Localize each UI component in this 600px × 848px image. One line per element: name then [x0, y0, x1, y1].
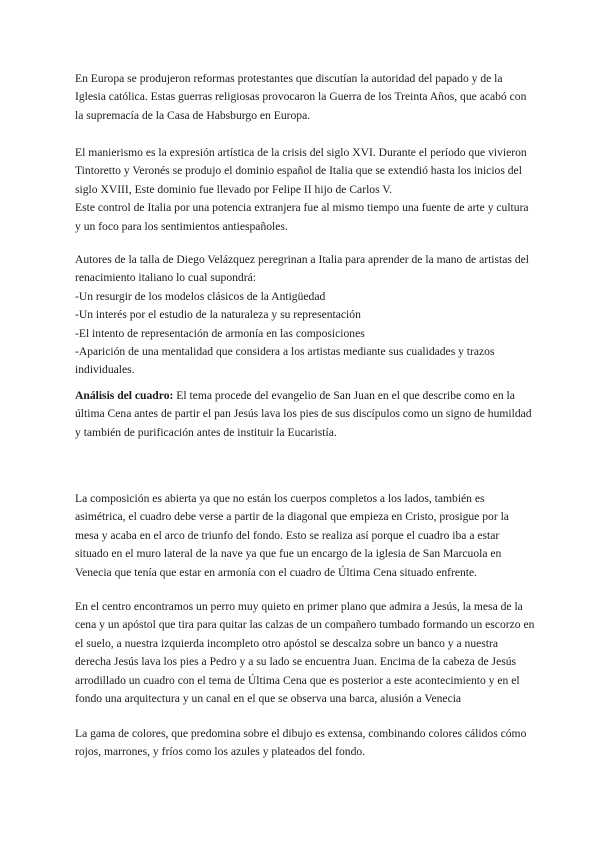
paragraph-text: La composición es abierta ya que no están los cuerpos completos a los lados, también es asimétrica, el cuadro debe verse a partir de la diagonal que empieza en Cristo, prosigue por la mesa y acaba en el arco de triunfo del fondo. Esto se realiza así porque el cuadro iba a estar situado en el muro lateral de la nave ya que fue un encargo de la iglesia de San Marcuola en Venecia que tenía que estar en armonía con el cuadro de Última Cena situado enfrente. [75, 492, 509, 579]
paragraph-manierismo [75, 144, 535, 236]
list-item: -Un interés por el estudio de la naturaleza y su representación [75, 308, 361, 322]
paragraph-text: La gama de colores, que predomina sobre el dibujo es extensa, combinando colores cálidos cómo rojos, marrones, y fríos como los azules y plateados del fondo. [75, 727, 527, 759]
paragraph-text: El manierismo es la expresión artística de la crisis del siglo XVI. Durante el período que vivieron Tintoretto y Veronés se produjo el dominio español de Italia que se extendió hasta los inicios del siglo XVIII, Este dominio fue llevado por Felipe II hijo de Carlos V. [75, 146, 527, 196]
section-body: El tema procede del evangelio de San Juan en el que describe como en la última Cena antes de partir el pan Jesús lava los pies de sus discípulos como un signo de humildad y también de purificación antes de instituir la Eucaristía. [75, 389, 532, 439]
list-item: -Un resurgir de los modelos clásicos de la Antigüedad [75, 289, 326, 303]
section-label: Análisis del cuadro: [75, 389, 174, 402]
paragraph-analisis [75, 387, 535, 442]
list-item: -El intento de representación de armonía en las composiciones [75, 326, 365, 340]
paragraph-text: En el centro encontramos un perro muy quieto en primer plano que admira a Jesús, la mesa de la cena y un apóstol que tira para quitar las calzas de un compañero tumbado formando un escorzo en el suelo, a nuestra izquierda incompleto otro apóstol se descalza sobre un banco y a nuestra derecha Jesús lava los pies a Pedro y a su lado se encuentra Juan. Encima de la cabeza de Jesús arrodillado un cuadro con el tema de Última Cena que es posterior a este acontecimiento y en el fondo una arquitectura y un canal en el que se observa una barca, alusión a Venecia [75, 600, 535, 706]
paragraph-centro [75, 598, 535, 708]
paragraph-text: Autores de la talla de Diego Velázquez peregrinan a Italia para aprender de la mano de artistas del renacimiento italiano lo cual supondrá: [75, 253, 529, 285]
paragraph-velazquez [75, 251, 535, 380]
paragraph-colores [75, 725, 535, 762]
list-item: -Aparición de una mentalidad que considera a los artistas mediante sus cualidades y trazos individuales. [75, 345, 495, 377]
paragraph-composicion [75, 490, 535, 582]
paragraph-text: Este control de Italia por una potencia extranjera fue al mismo tiempo una fuente de arte y cultura y un foco para los sentimientos antiespañoles. [75, 201, 529, 233]
paragraph-reformas [75, 70, 535, 125]
paragraph-text: En Europa se produjeron reformas protestantes que discutían la autoridad del papado y de la Iglesia católica. Estas guerras religiosas provocaron la Guerra de los Treinta Años, que acabó con la supremacía de la Casa de Habsburgo en Europa. [75, 72, 527, 122]
paragraph-text [75, 387, 535, 442]
